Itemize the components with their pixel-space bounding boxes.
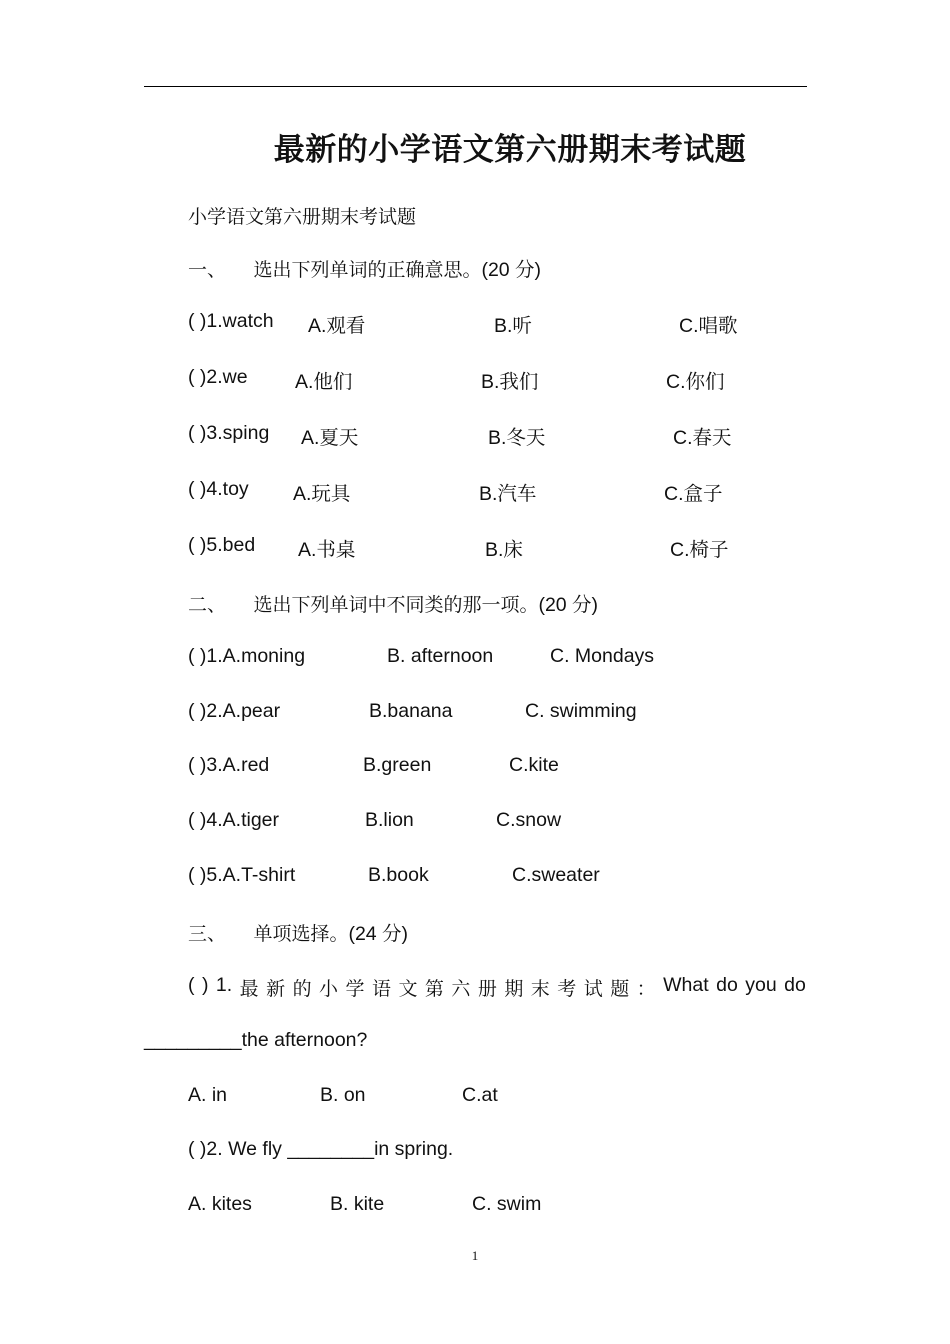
list-item [188,864,808,890]
section-2-heading [188,589,598,617]
option-c: C.春天 [673,427,732,449]
option-c: C. Mondays [550,645,655,667]
section-2-text: 选出下列单词中不同类的那一项。 [253,594,539,616]
list-item [188,310,808,336]
page-number: 1 [471,1248,479,1263]
option-a: ( )1.A.moning [188,645,306,667]
char: 小 [319,978,339,1000]
question-number: 1. [215,974,233,996]
list-item [188,754,808,780]
list-item [188,809,808,835]
section-1-number: 一、 [188,259,227,281]
char: 学 [345,978,365,1000]
option-a: ( )2.A.pear [188,700,281,722]
option-c: C.at [462,1084,498,1106]
paren-open: ( [188,974,195,996]
question-label: ( )1.watch [188,310,274,332]
option-a: A. kites [188,1193,252,1215]
option-c: C.snow [496,809,562,831]
option-b: B. kite [330,1193,385,1215]
char: 六 [451,978,471,1000]
section-3-text: 单项选择。 [253,923,349,945]
char: ： [636,978,656,1000]
list-item [188,700,808,726]
char: 期 [504,978,524,1000]
section-1-score: (20 分) [481,259,542,281]
option-a: ( )5.A.T-shirt [188,864,296,886]
word: you [745,974,777,996]
page-title: 最新的小学语文第六册期末考试题 [273,132,747,168]
option-b: B.汽车 [479,483,537,505]
question-2-options [188,1193,808,1219]
list-item [188,534,808,560]
section-2-score: (20 分) [538,594,599,616]
word: What [663,974,709,996]
option-c: C.kite [509,754,559,776]
question-1-line-1 [188,974,806,1001]
option-c: C.唱歌 [679,315,738,337]
question-1-options [188,1084,808,1110]
char: 考 [557,978,577,1000]
char: 册 [477,978,497,1000]
word: do [784,974,806,996]
char: 的 [292,978,312,1000]
section-3-number: 三、 [188,923,227,945]
option-b: B. on [320,1084,366,1106]
char: 文 [398,978,418,1000]
subtitle: 小学语文第六册期末考试题 [188,206,417,228]
option-a: A.玩具 [293,483,351,505]
option-a: A.他们 [295,371,353,393]
list-item [188,366,808,392]
char: 题 [610,978,630,1000]
option-b: B.冬天 [488,427,546,449]
option-c: C.你们 [666,371,725,393]
option-a: ( )4.A.tiger [188,809,280,831]
section-1-heading [188,254,541,282]
list-item [188,645,808,671]
option-c: C.盒子 [664,483,723,505]
question-label: ( )5.bed [188,534,256,556]
section-2-number: 二、 [188,594,227,616]
question-label: ( )2.we [188,366,248,388]
char: 最 [239,978,259,1000]
option-a: A.书桌 [298,539,356,561]
option-b: B.green [363,754,432,776]
option-a: ( )3.A.red [188,754,270,776]
char: 第 [424,978,444,1000]
char: 语 [371,978,391,1000]
section-3-score: (24 分) [348,923,409,945]
option-c: C. swim [472,1193,542,1215]
option-a: A. in [188,1084,228,1106]
char: 新 [266,978,286,1000]
option-b: B.book [368,864,429,886]
option-a: A.夏天 [301,427,359,449]
char: 试 [583,978,603,1000]
option-b: B.我们 [481,371,539,393]
list-item [188,478,808,504]
question-label: ( )4.toy [188,478,249,500]
header-rule [144,86,807,87]
list-item [188,422,808,448]
option-a: A.观看 [308,315,366,337]
section-3-heading [188,918,408,946]
option-c: C. swimming [525,700,637,722]
option-c: C.椅子 [670,539,729,561]
section-1-text: 选出下列单词的正确意思。 [253,259,482,281]
option-b: B.banana [369,700,453,722]
paren-close: ) [201,974,209,996]
option-b: B.听 [494,315,532,337]
option-b: B.床 [485,539,523,561]
question-2: ( )2. We fly ________in spring. [188,1138,454,1160]
question-label: ( )3.sping [188,422,270,444]
char: 末 [530,978,550,1000]
option-b: B. afternoon [387,645,494,667]
question-1-line-2: _________the afternoon? [144,1029,368,1051]
option-c: C.sweater [512,864,600,886]
word: do [716,974,738,996]
option-b: B.lion [365,809,414,831]
